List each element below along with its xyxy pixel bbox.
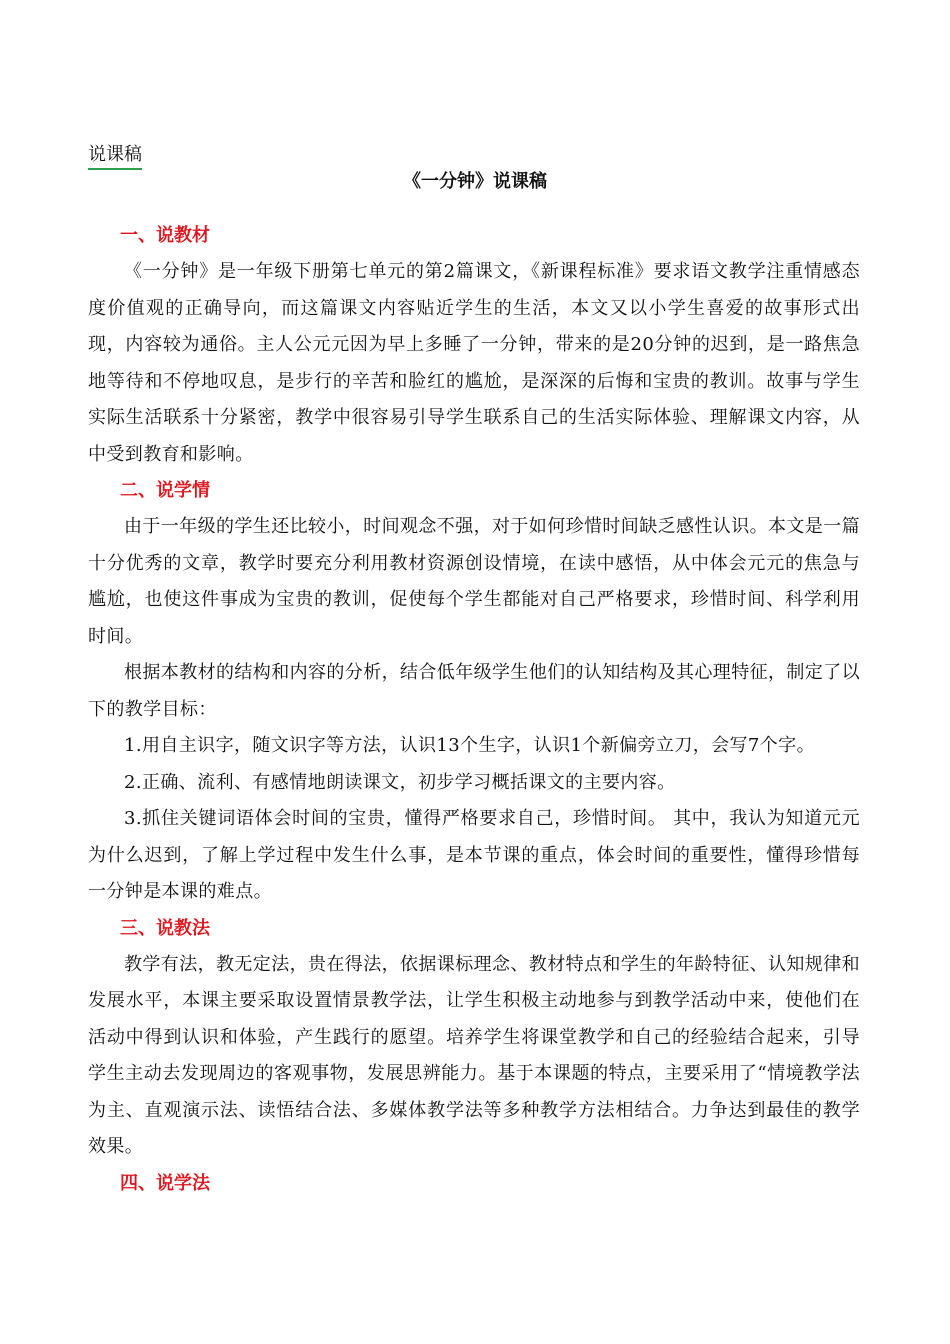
document-body	[88, 218, 860, 1202]
section-learning-methods	[88, 1166, 860, 1202]
document-label: 说课稿	[88, 143, 142, 170]
section-students	[88, 473, 860, 911]
section-heading: 四、说学法	[120, 1172, 210, 1194]
document-title: 《一分钟》说课稿	[403, 171, 547, 192]
section-teaching-methods	[88, 911, 860, 1166]
section-heading: 二、说学情	[120, 480, 210, 501]
goal-item: 2.正确、流利、有感情地朗读课文，初步学习概括课文的主要内容。	[124, 771, 676, 793]
goal-item: 1.用自主识字，随文识字等方法，认识13个生字，认识1个新偏旁立刀，会写7个字。	[124, 735, 815, 756]
paragraph: 教学有法，教无定法，贵在得法，依据课标理念、教材特点和学生的年龄特征、认知规律和发展水平，本课主要采取设置情景教学法，让学生积极主动地参与到教学活动中来，使他们在活动中得到认识和体验，产生践行的愿望。培养学生将课堂教学和自己的经验结合起来，引导学生主动去发现周边的客观事物，发展思辨能力。基于本课题的特点，主要采用了“情境教学法为主、直观演示法、读悟结合法、多媒体教学法等多种教学方法相结合。力争达到最佳的教学效果。	[88, 953, 860, 1157]
paragraph: 根据本教材的结构和内容的分析，结合低年级学生他们的认知结构及其心理特征，制定了以下的教学目标：	[88, 662, 860, 720]
section-textbook	[88, 218, 860, 473]
paragraph: 由于一年级的学生还比较小，时间观念不强，对于如何珍惜时间缺乏感性认识。本文是一篇十分优秀的文章，教学时要充分利用教材资源创设情境，在读中感悟，从中体会元元的焦急与尴尬，也使这件事成为宝贵的教训，促使每个学生都能对自己严格要求，珍惜时间、科学利用时间。	[88, 516, 860, 647]
paragraph: 《一分钟》是一年级下册第七单元的第2篇课文，《新课程标准》要求语文教学注重情感态度价值观的正确导向，而这篇课文内容贴近学生的生活，本文又以小学生喜爱的故事形式出现，内容较为通俗。主人公元元因为早上多睡了一分钟，带来的是20分钟的迟到，是一路焦急地等待和不停地叹息，是步行的辛苦和脸红的尴尬，是深深的后悔和宝贵的教训。故事与学生实际生活联系十分紧密，教学中很容易引导学生联系自己的生活实际体验、理解课文内容，从中受到教育和影响。	[88, 261, 860, 465]
section-heading: 一、说教材	[120, 225, 210, 246]
section-heading: 三、说教法	[120, 917, 210, 939]
goal-item: 3.抓住关键词语体会时间的宝贵，懂得严格要求自己，珍惜时间。 其中，我认为知道元元为什么迟到，了解上学过程中发生什么事，是本节课的重点，体会时间的重要性，懂得珍惜每一分钟是本课的难点。	[88, 808, 860, 902]
